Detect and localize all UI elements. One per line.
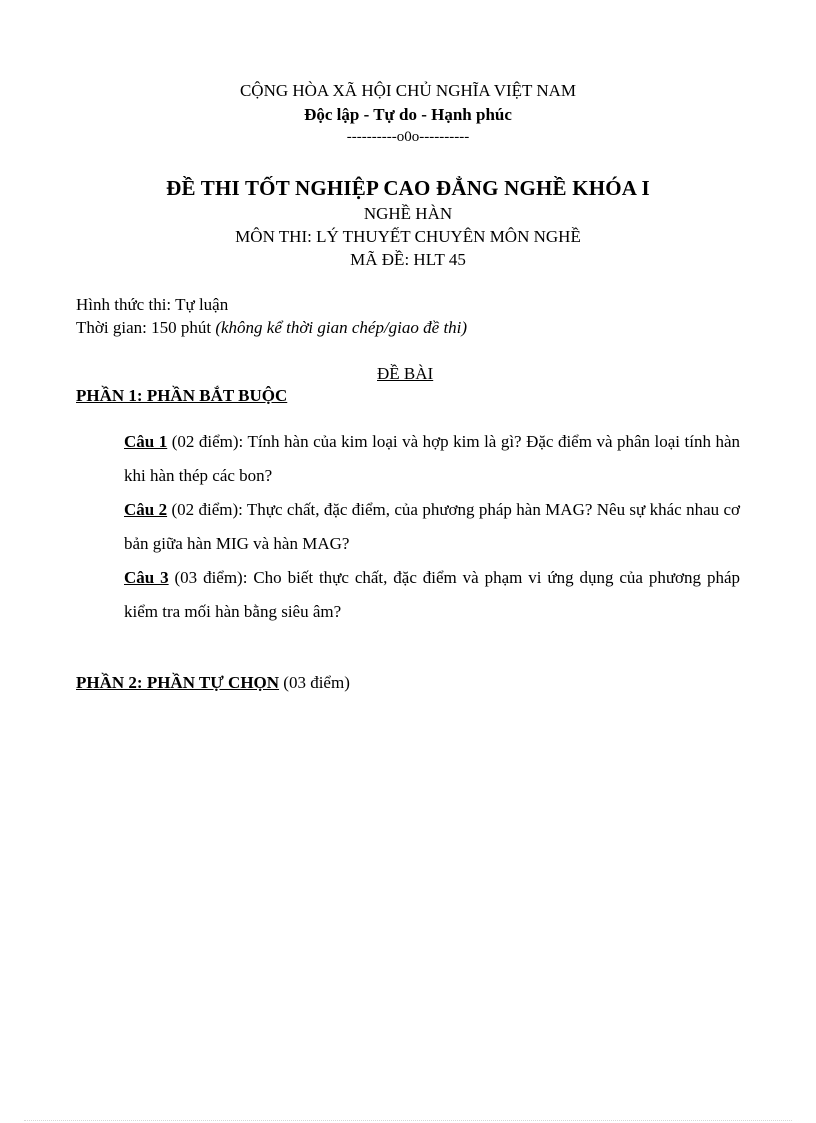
exam-time-line [76, 318, 467, 338]
exam-format-line [76, 295, 228, 315]
question-2-points: (02 điểm): [167, 500, 243, 519]
page-bottom-divider [24, 1120, 792, 1121]
question-1 [124, 425, 740, 493]
question-3-label: Câu 3 [124, 568, 169, 587]
question-1-text: Tính hàn của kim loại và hợp kim là gì? Đặc điểm và phân loại tính hàn khi hàn thép các bon? [124, 432, 740, 485]
question-2-label: Câu 2 [124, 500, 168, 519]
question-3-points: (03 điểm): [168, 568, 248, 587]
part2-points: (03 điểm) [279, 673, 350, 692]
time-value: 150 phút [151, 318, 212, 337]
format-value: Tự luận [175, 295, 229, 314]
exam-code: MÃ ĐỀ: HLT 45 [350, 250, 466, 269]
part2-line [76, 673, 350, 693]
de-bai-heading: ĐỀ BÀI [377, 364, 434, 383]
question-2-text: Thực chất, đặc điểm, của phương pháp hàn MAG? Nêu sự khác nhau cơ bản giữa hàn MIG và hàn MAG? [124, 500, 741, 553]
question-2 [124, 493, 740, 561]
country-heading: CỘNG HÒA XÃ HỘI CHỦ NGHĨA VIỆT NAM [239, 81, 577, 100]
exam-trade: NGHỀ HÀN [363, 204, 453, 223]
exam-title: ĐỀ THI TỐT NGHIỆP CAO ĐẲNG NGHỀ KHÓA I [166, 176, 650, 200]
time-note: (không kể thời gian chép/giao đề thi) [215, 318, 468, 337]
exam-subject: MÔN THI: LÝ THUYẾT CHUYÊN MÔN NGHỀ [235, 227, 581, 246]
separator: ----------o0o---------- [346, 129, 470, 145]
question-3 [124, 561, 740, 629]
motto: Độc lập - Tự do - Hạnh phúc [304, 105, 512, 124]
question-1-label: Câu 1 [124, 432, 168, 451]
time-label: Thời gian: [76, 318, 147, 337]
part1-title: PHẦN 1: PHẦN BẮT BUỘC [76, 386, 288, 405]
question-3-text: Cho biết thực chất, đặc điểm và phạm vi ứng dụng của phương pháp kiểm tra mối hàn bằng siêu âm? [124, 568, 740, 621]
question-1-points: (02 điểm): [167, 432, 244, 451]
part2-title: PHẦN 2: PHẦN TỰ CHỌN [76, 673, 280, 692]
format-label: Hình thức thi: [76, 295, 172, 314]
